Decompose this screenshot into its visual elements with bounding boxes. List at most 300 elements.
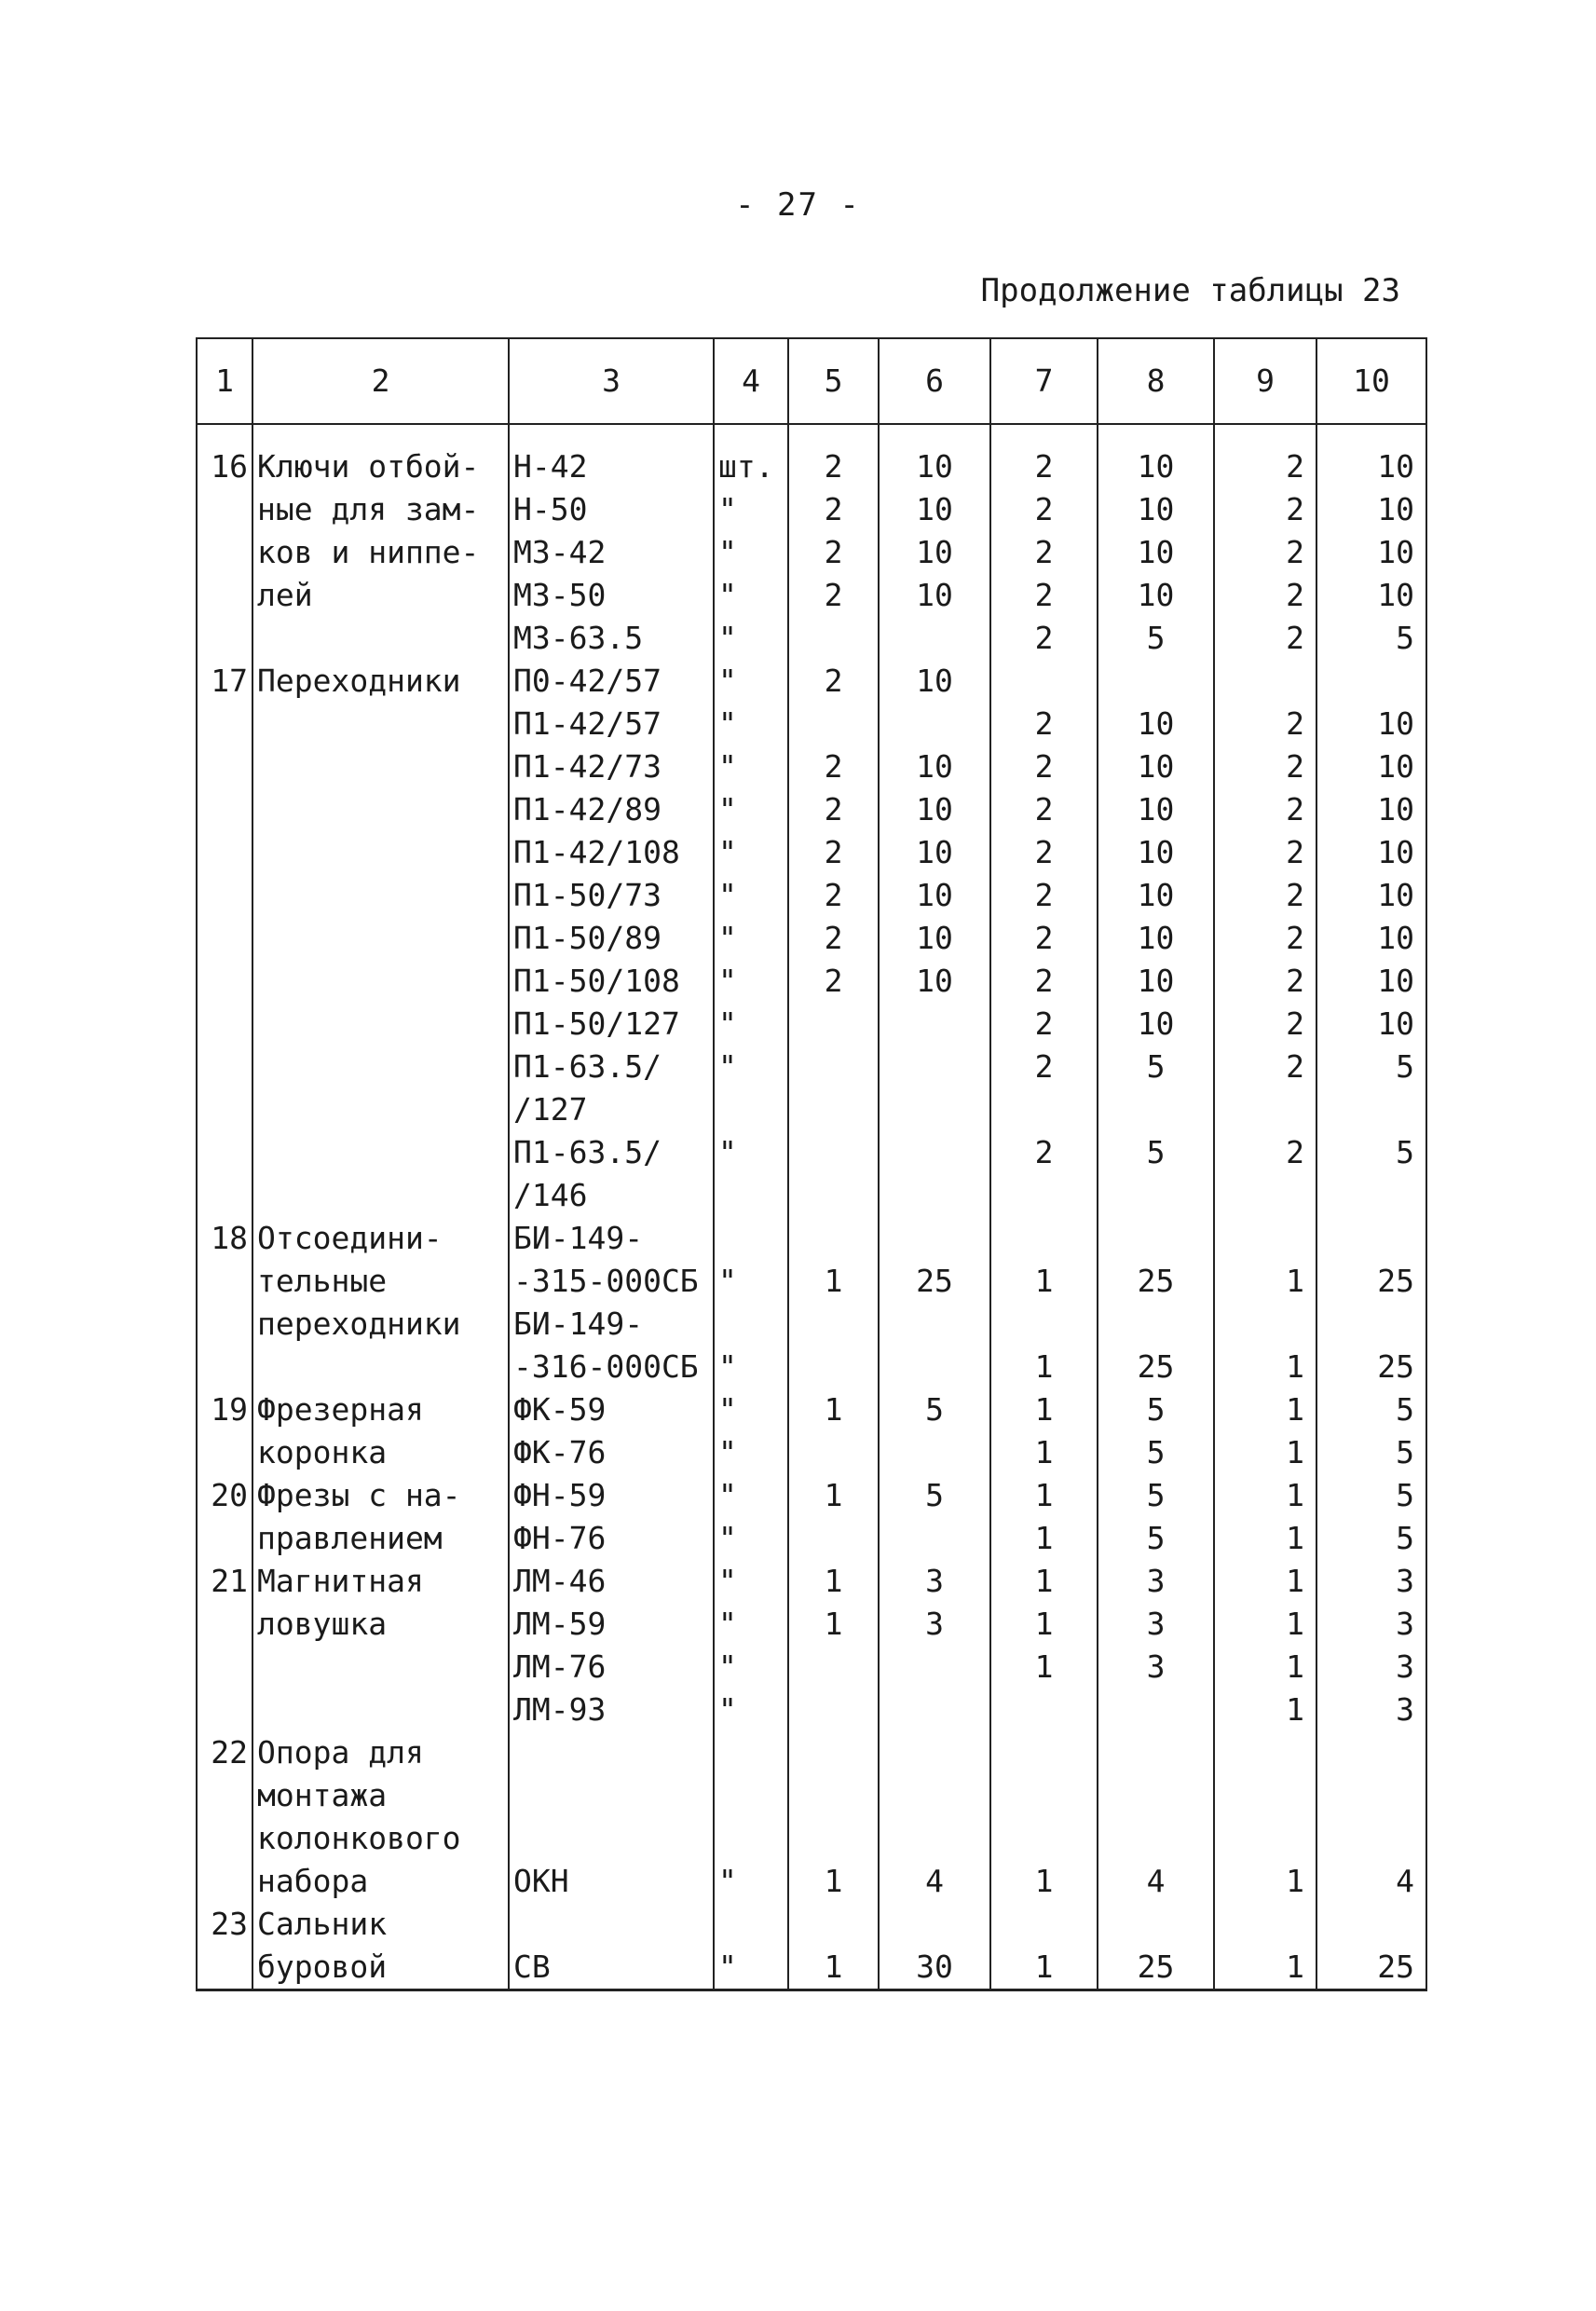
header-cell: 5 xyxy=(788,338,879,424)
item-mark: П1-50/127 xyxy=(509,1003,714,1046)
col-8-value: 10 xyxy=(1098,745,1214,788)
table-row xyxy=(197,1946,1426,1990)
row-number xyxy=(197,745,252,788)
item-name xyxy=(252,617,509,660)
col-9-value: 1 xyxy=(1214,1689,1316,1731)
col-7-value: 1 xyxy=(990,1860,1098,1903)
col-8-value: 5 xyxy=(1098,1388,1214,1431)
item-mark: ЛМ-93 xyxy=(509,1689,714,1731)
item-name xyxy=(252,788,509,831)
col-6-value xyxy=(879,1303,990,1346)
unit: " xyxy=(714,617,788,660)
col-10-value: 10 xyxy=(1316,531,1426,574)
col-9-value: 2 xyxy=(1214,703,1316,745)
col-7-value: 2 xyxy=(990,960,1098,1003)
col-10-value: 10 xyxy=(1316,788,1426,831)
item-name: Переходники xyxy=(252,660,509,703)
col-8-value: 10 xyxy=(1098,488,1214,531)
col-9-value: 1 xyxy=(1214,1603,1316,1646)
item-mark: ФК-59 xyxy=(509,1388,714,1431)
table-row xyxy=(197,1046,1426,1088)
table-row xyxy=(197,960,1426,1003)
item-mark: -316-000СБ xyxy=(509,1346,714,1388)
item-mark: П1-42/89 xyxy=(509,788,714,831)
col-7-value xyxy=(990,1731,1098,1774)
col-10-value xyxy=(1316,1303,1426,1346)
col-10-value xyxy=(1316,1088,1426,1131)
item-name: ловушка xyxy=(252,1603,509,1646)
unit: " xyxy=(714,1560,788,1603)
row-number: 22 xyxy=(197,1731,252,1774)
col-8-value xyxy=(1098,1731,1214,1774)
row-number xyxy=(197,960,252,1003)
row-number xyxy=(197,1131,252,1174)
header-cell: 9 xyxy=(1214,338,1316,424)
col-7-value: 2 xyxy=(990,917,1098,960)
col-7-value: 1 xyxy=(990,1946,1098,1990)
col-7-value xyxy=(990,1174,1098,1217)
col-9-value: 2 xyxy=(1214,1046,1316,1088)
item-mark: ЛМ-46 xyxy=(509,1560,714,1603)
col-5-value xyxy=(788,1517,879,1560)
unit xyxy=(714,1731,788,1774)
col-7-value: 2 xyxy=(990,1003,1098,1046)
table-row xyxy=(197,917,1426,960)
col-8-value: 10 xyxy=(1098,917,1214,960)
col-10-value: 25 xyxy=(1316,1260,1426,1303)
table-row xyxy=(197,1260,1426,1303)
col-8-value: 4 xyxy=(1098,1860,1214,1903)
col-9-value: 2 xyxy=(1214,424,1316,488)
col-10-value: 3 xyxy=(1316,1560,1426,1603)
item-mark: Н-42 xyxy=(509,424,714,488)
item-name xyxy=(252,1046,509,1088)
header-cell: 8 xyxy=(1098,338,1214,424)
item-mark: П1-42/108 xyxy=(509,831,714,874)
item-mark: П1-42/57 xyxy=(509,703,714,745)
col-8-value: 5 xyxy=(1098,1474,1214,1517)
item-mark: П1-50/89 xyxy=(509,917,714,960)
col-9-value xyxy=(1214,1817,1316,1860)
row-number xyxy=(197,1260,252,1303)
col-8-value xyxy=(1098,1903,1214,1946)
item-name: переходники xyxy=(252,1303,509,1346)
row-number xyxy=(197,1817,252,1860)
row-number xyxy=(197,1603,252,1646)
col-6-value: 4 xyxy=(879,1860,990,1903)
col-6-value: 10 xyxy=(879,745,990,788)
table-row xyxy=(197,788,1426,831)
row-number xyxy=(197,1689,252,1731)
row-number xyxy=(197,831,252,874)
col-8-value: 5 xyxy=(1098,1431,1214,1474)
item-name: Отсоедини- xyxy=(252,1217,509,1260)
col-6-value: 30 xyxy=(879,1946,990,1990)
row-number xyxy=(197,531,252,574)
table-row xyxy=(197,703,1426,745)
item-name: буровой xyxy=(252,1946,509,1990)
table-row xyxy=(197,1903,1426,1946)
unit: шт. xyxy=(714,424,788,488)
col-9-value: 1 xyxy=(1214,1946,1316,1990)
col-8-value: 5 xyxy=(1098,1131,1214,1174)
col-9-value: 1 xyxy=(1214,1388,1316,1431)
col-7-value: 2 xyxy=(990,703,1098,745)
col-9-value: 2 xyxy=(1214,574,1316,617)
col-5-value xyxy=(788,1303,879,1346)
col-5-value xyxy=(788,703,879,745)
col-5-value xyxy=(788,1046,879,1088)
col-7-value xyxy=(990,1217,1098,1260)
col-8-value xyxy=(1098,1174,1214,1217)
col-10-value: 10 xyxy=(1316,917,1426,960)
item-mark: П1-50/108 xyxy=(509,960,714,1003)
unit: " xyxy=(714,531,788,574)
col-6-value xyxy=(879,1217,990,1260)
unit: " xyxy=(714,1388,788,1431)
table-header-row xyxy=(197,338,1426,424)
col-9-value: 1 xyxy=(1214,1474,1316,1517)
col-7-value xyxy=(990,1774,1098,1817)
col-8-value: 25 xyxy=(1098,1946,1214,1990)
col-9-value xyxy=(1214,1303,1316,1346)
col-7-value: 2 xyxy=(990,874,1098,917)
item-mark: ФН-76 xyxy=(509,1517,714,1560)
item-name xyxy=(252,1689,509,1731)
col-9-value: 2 xyxy=(1214,531,1316,574)
col-7-value: 1 xyxy=(990,1517,1098,1560)
col-7-value: 2 xyxy=(990,788,1098,831)
col-7-value xyxy=(990,1817,1098,1860)
table-row xyxy=(197,1731,1426,1774)
col-7-value xyxy=(990,1903,1098,1946)
header-cell: 4 xyxy=(714,338,788,424)
table-row xyxy=(197,574,1426,617)
col-8-value xyxy=(1098,1774,1214,1817)
table-row xyxy=(197,1474,1426,1517)
col-6-value: 3 xyxy=(879,1560,990,1603)
item-name xyxy=(252,1088,509,1131)
unit: " xyxy=(714,1603,788,1646)
col-8-value xyxy=(1098,660,1214,703)
table-row xyxy=(197,831,1426,874)
col-7-value xyxy=(990,660,1098,703)
col-7-value: 2 xyxy=(990,531,1098,574)
col-5-value xyxy=(788,1689,879,1731)
unit xyxy=(714,1088,788,1131)
item-name xyxy=(252,1346,509,1388)
unit xyxy=(714,1217,788,1260)
col-6-value xyxy=(879,703,990,745)
col-5-value xyxy=(788,1174,879,1217)
col-6-value xyxy=(879,1174,990,1217)
unit xyxy=(714,1303,788,1346)
col-9-value: 2 xyxy=(1214,874,1316,917)
item-name: Магнитная xyxy=(252,1560,509,1603)
col-8-value: 10 xyxy=(1098,831,1214,874)
row-number xyxy=(197,917,252,960)
item-name: Опора для xyxy=(252,1731,509,1774)
header-cell: 2 xyxy=(252,338,509,424)
col-10-value: 4 xyxy=(1316,1860,1426,1903)
col-10-value: 25 xyxy=(1316,1946,1426,1990)
unit: " xyxy=(714,488,788,531)
unit xyxy=(714,1817,788,1860)
col-7-value: 1 xyxy=(990,1346,1098,1388)
col-8-value: 10 xyxy=(1098,703,1214,745)
col-5-value: 2 xyxy=(788,745,879,788)
item-name: Фрезы с на- xyxy=(252,1474,509,1517)
row-number xyxy=(197,617,252,660)
col-6-value: 10 xyxy=(879,574,990,617)
unit: " xyxy=(714,960,788,1003)
unit: " xyxy=(714,1131,788,1174)
col-8-value xyxy=(1098,1217,1214,1260)
item-mark: БИ-149- xyxy=(509,1217,714,1260)
col-9-value xyxy=(1214,1731,1316,1774)
col-5-value: 1 xyxy=(788,1560,879,1603)
col-7-value xyxy=(990,1088,1098,1131)
col-7-value: 1 xyxy=(990,1388,1098,1431)
col-8-value: 3 xyxy=(1098,1603,1214,1646)
table-row xyxy=(197,531,1426,574)
item-mark: П0-42/57 xyxy=(509,660,714,703)
item-name: колонкового xyxy=(252,1817,509,1860)
col-5-value: 2 xyxy=(788,574,879,617)
unit: " xyxy=(714,1346,788,1388)
col-7-value: 1 xyxy=(990,1431,1098,1474)
col-8-value: 10 xyxy=(1098,874,1214,917)
unit: " xyxy=(714,917,788,960)
col-6-value xyxy=(879,1731,990,1774)
col-8-value xyxy=(1098,1817,1214,1860)
col-6-value xyxy=(879,1817,990,1860)
row-number xyxy=(197,488,252,531)
col-6-value: 10 xyxy=(879,660,990,703)
item-mark: М3-50 xyxy=(509,574,714,617)
header-cell: 10 xyxy=(1316,338,1426,424)
col-10-value: 5 xyxy=(1316,1517,1426,1560)
item-name: ков и ниппе- xyxy=(252,531,509,574)
col-5-value: 1 xyxy=(788,1474,879,1517)
col-8-value: 25 xyxy=(1098,1346,1214,1388)
col-10-value xyxy=(1316,1774,1426,1817)
item-mark: П1-63.5/ xyxy=(509,1046,714,1088)
col-7-value xyxy=(990,1303,1098,1346)
col-6-value: 10 xyxy=(879,424,990,488)
row-number xyxy=(197,1303,252,1346)
unit xyxy=(714,1174,788,1217)
col-10-value: 10 xyxy=(1316,574,1426,617)
row-number xyxy=(197,1946,252,1990)
table-row xyxy=(197,1517,1426,1560)
col-5-value: 2 xyxy=(788,424,879,488)
unit: " xyxy=(714,745,788,788)
col-5-value: 2 xyxy=(788,660,879,703)
col-9-value: 2 xyxy=(1214,617,1316,660)
row-number: 21 xyxy=(197,1560,252,1603)
col-7-value: 2 xyxy=(990,1046,1098,1088)
col-10-value: 25 xyxy=(1316,1346,1426,1388)
col-10-value xyxy=(1316,1903,1426,1946)
col-6-value xyxy=(879,1774,990,1817)
col-5-value: 2 xyxy=(788,960,879,1003)
item-mark: М3-63.5 xyxy=(509,617,714,660)
table-row xyxy=(197,1303,1426,1346)
col-5-value: 1 xyxy=(788,1603,879,1646)
col-5-value xyxy=(788,1731,879,1774)
table-row xyxy=(197,1388,1426,1431)
table-row xyxy=(197,1817,1426,1860)
item-mark: -315-000СБ xyxy=(509,1260,714,1303)
row-number xyxy=(197,1174,252,1217)
item-name xyxy=(252,960,509,1003)
item-name xyxy=(252,1646,509,1689)
item-mark: /146 xyxy=(509,1174,714,1217)
data-table xyxy=(196,337,1427,1991)
item-mark: ЛМ-76 xyxy=(509,1646,714,1689)
item-name xyxy=(252,703,509,745)
unit: " xyxy=(714,1046,788,1088)
col-9-value xyxy=(1214,1774,1316,1817)
col-9-value xyxy=(1214,1088,1316,1131)
item-mark xyxy=(509,1731,714,1774)
col-8-value: 10 xyxy=(1098,531,1214,574)
col-9-value: 2 xyxy=(1214,745,1316,788)
unit xyxy=(714,1774,788,1817)
table-row xyxy=(197,424,1426,488)
col-6-value: 10 xyxy=(879,831,990,874)
col-9-value: 2 xyxy=(1214,831,1316,874)
col-5-value xyxy=(788,1774,879,1817)
col-10-value: 10 xyxy=(1316,831,1426,874)
unit: " xyxy=(714,874,788,917)
col-5-value xyxy=(788,617,879,660)
col-7-value: 1 xyxy=(990,1646,1098,1689)
col-7-value: 2 xyxy=(990,745,1098,788)
item-mark: /127 xyxy=(509,1088,714,1131)
row-number: 19 xyxy=(197,1388,252,1431)
table-row xyxy=(197,1174,1426,1217)
col-10-value: 10 xyxy=(1316,874,1426,917)
col-10-value: 3 xyxy=(1316,1646,1426,1689)
unit: " xyxy=(714,1517,788,1560)
table-row xyxy=(197,617,1426,660)
col-6-value: 5 xyxy=(879,1474,990,1517)
table-row xyxy=(197,1003,1426,1046)
col-5-value: 1 xyxy=(788,1860,879,1903)
col-6-value: 10 xyxy=(879,788,990,831)
col-7-value: 2 xyxy=(990,1131,1098,1174)
unit: " xyxy=(714,1646,788,1689)
row-number: 17 xyxy=(197,660,252,703)
col-6-value xyxy=(879,1689,990,1731)
item-mark: ОКН xyxy=(509,1860,714,1903)
col-5-value: 1 xyxy=(788,1260,879,1303)
col-6-value: 10 xyxy=(879,488,990,531)
col-8-value: 10 xyxy=(1098,788,1214,831)
table-caption: Продолжение таблицы 23 xyxy=(980,272,1400,309)
col-10-value: 5 xyxy=(1316,1474,1426,1517)
col-8-value: 5 xyxy=(1098,617,1214,660)
item-mark: СВ xyxy=(509,1946,714,1990)
col-7-value: 2 xyxy=(990,831,1098,874)
unit: " xyxy=(714,1474,788,1517)
row-number: 23 xyxy=(197,1903,252,1946)
item-name xyxy=(252,745,509,788)
col-9-value: 1 xyxy=(1214,1646,1316,1689)
col-10-value: 10 xyxy=(1316,703,1426,745)
table-row xyxy=(197,1689,1426,1731)
item-mark: Н-50 xyxy=(509,488,714,531)
table-row xyxy=(197,874,1426,917)
col-5-value xyxy=(788,1003,879,1046)
unit: " xyxy=(714,1260,788,1303)
table-row xyxy=(197,1860,1426,1903)
item-name: Фрезерная xyxy=(252,1388,509,1431)
unit: " xyxy=(714,1431,788,1474)
unit xyxy=(714,1903,788,1946)
item-name: правлением xyxy=(252,1517,509,1560)
col-7-value: 2 xyxy=(990,617,1098,660)
col-8-value xyxy=(1098,1689,1214,1731)
col-8-value xyxy=(1098,1088,1214,1131)
col-9-value: 2 xyxy=(1214,488,1316,531)
col-5-value: 2 xyxy=(788,831,879,874)
item-name: монтажа xyxy=(252,1774,509,1817)
col-5-value xyxy=(788,1346,879,1388)
unit: " xyxy=(714,574,788,617)
item-name: Ключи отбой- xyxy=(252,424,509,488)
col-10-value: 3 xyxy=(1316,1603,1426,1646)
col-5-value xyxy=(788,1817,879,1860)
col-9-value: 2 xyxy=(1214,1003,1316,1046)
col-5-value: 2 xyxy=(788,874,879,917)
unit: " xyxy=(714,1003,788,1046)
header-cell: 6 xyxy=(879,338,990,424)
col-10-value: 5 xyxy=(1316,617,1426,660)
item-mark xyxy=(509,1817,714,1860)
col-7-value: 2 xyxy=(990,488,1098,531)
col-6-value xyxy=(879,1646,990,1689)
col-8-value xyxy=(1098,1303,1214,1346)
row-number xyxy=(197,1860,252,1903)
col-6-value xyxy=(879,1088,990,1131)
row-number xyxy=(197,1431,252,1474)
col-10-value: 10 xyxy=(1316,960,1426,1003)
col-8-value: 10 xyxy=(1098,960,1214,1003)
unit: " xyxy=(714,1860,788,1903)
col-5-value: 1 xyxy=(788,1946,879,1990)
col-6-value xyxy=(879,1903,990,1946)
col-9-value: 1 xyxy=(1214,1260,1316,1303)
row-number xyxy=(197,1046,252,1088)
row-number xyxy=(197,574,252,617)
col-9-value xyxy=(1214,1903,1316,1946)
item-name: коронка xyxy=(252,1431,509,1474)
table-row xyxy=(197,745,1426,788)
col-8-value: 10 xyxy=(1098,424,1214,488)
col-8-value: 25 xyxy=(1098,1260,1214,1303)
col-9-value: 1 xyxy=(1214,1560,1316,1603)
row-number xyxy=(197,703,252,745)
table-row xyxy=(197,1346,1426,1388)
col-5-value xyxy=(788,1646,879,1689)
unit: " xyxy=(714,788,788,831)
col-9-value: 1 xyxy=(1214,1431,1316,1474)
item-name xyxy=(252,874,509,917)
header-cell: 1 xyxy=(197,338,252,424)
